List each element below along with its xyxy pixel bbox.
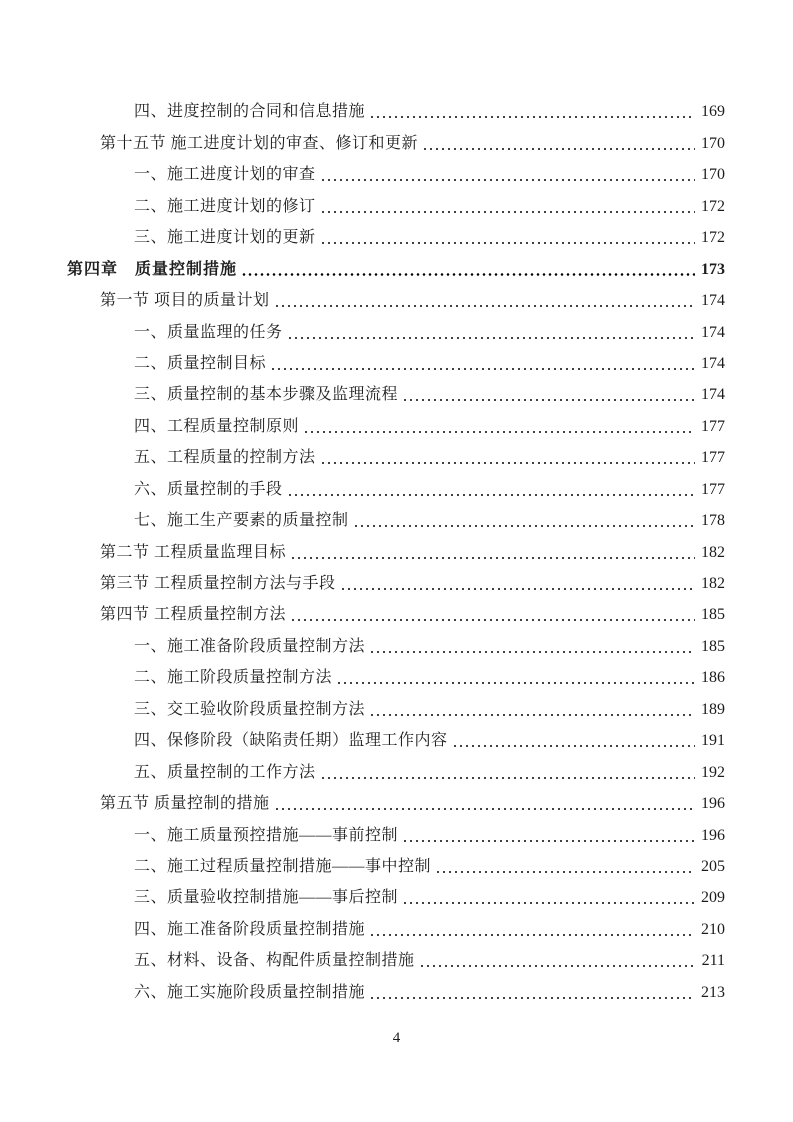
toc-entry-page: 177 bbox=[701, 449, 725, 467]
dot-leader bbox=[320, 178, 695, 182]
toc-entry-2[interactable] bbox=[0, 157, 793, 188]
dot-leader bbox=[402, 398, 695, 402]
toc-entry-label: 四、保修阶段（缺陷责任期）监理工作内容 bbox=[134, 732, 448, 750]
toc-entry-page: 182 bbox=[701, 543, 725, 561]
toc-entry-label: 一、施工质量预控措施——事前控制 bbox=[134, 826, 399, 844]
dot-leader bbox=[290, 618, 695, 622]
toc-entry-label: 二、质量控制目标 bbox=[134, 354, 267, 372]
toc-entry-page: 210 bbox=[701, 920, 725, 938]
toc-entry-label: 四、施工准备阶段质量控制措施 bbox=[134, 920, 366, 938]
toc-entry-label: 三、质量验收控制措施——事后控制 bbox=[134, 889, 399, 907]
toc-entry-label: 第一节 项目的质量计划 bbox=[100, 292, 270, 310]
toc-entry-6[interactable] bbox=[0, 283, 793, 314]
dot-leader bbox=[320, 210, 695, 214]
toc-entry-page: 191 bbox=[701, 732, 725, 750]
toc-entry-12[interactable] bbox=[0, 471, 793, 502]
toc-entry-page: 211 bbox=[701, 952, 725, 970]
dot-leader bbox=[369, 933, 695, 937]
toc-entry-page: 177 bbox=[701, 417, 725, 435]
toc-entry-page: 170 bbox=[701, 166, 725, 184]
toc-entry-28[interactable] bbox=[0, 974, 793, 1005]
dot-leader bbox=[369, 650, 695, 654]
dot-leader bbox=[241, 272, 695, 277]
toc-entry-page: 185 bbox=[701, 637, 725, 655]
table-of-contents bbox=[0, 94, 793, 1006]
toc-entry-page: 178 bbox=[701, 512, 725, 530]
dot-leader bbox=[290, 556, 695, 560]
dot-leader bbox=[369, 115, 695, 119]
toc-entry-27[interactable] bbox=[0, 943, 793, 974]
toc-entry-23[interactable] bbox=[0, 817, 793, 848]
toc-entry-label: 第三节 工程质量控制方法与手段 bbox=[100, 575, 336, 592]
toc-entry-label: 第四章 质量控制措施 bbox=[67, 260, 238, 278]
dot-leader bbox=[419, 964, 696, 968]
toc-entry-label: 七、施工生产要素的质量控制 bbox=[134, 512, 349, 530]
toc-entry-label: 第四节 工程质量控制方法 bbox=[100, 606, 287, 624]
toc-entry-page: 172 bbox=[701, 229, 725, 247]
toc-entry-label: 三、施工进度计划的更新 bbox=[134, 229, 316, 247]
toc-entry-label: 二、施工阶段质量控制方法 bbox=[134, 669, 333, 687]
toc-entry-label: 第二节 工程质量监理目标 bbox=[100, 543, 287, 561]
toc-entry-page: 192 bbox=[701, 763, 725, 781]
toc-entry-page: 174 bbox=[701, 292, 725, 310]
dot-leader bbox=[274, 807, 695, 811]
toc-entry-page: 174 bbox=[701, 323, 725, 341]
toc-entry-label: 三、交工验收阶段质量控制方法 bbox=[134, 700, 366, 718]
toc-entry-page: 189 bbox=[701, 700, 725, 718]
toc-entry-13[interactable] bbox=[0, 503, 793, 534]
page-number: 4 bbox=[392, 1030, 401, 1046]
toc-entry-10[interactable] bbox=[0, 408, 793, 439]
toc-entry-3[interactable] bbox=[0, 188, 793, 219]
toc-entry-16[interactable] bbox=[0, 597, 793, 628]
toc-entry-page: 205 bbox=[701, 857, 725, 875]
toc-entry-label: 六、施工实施阶段质量控制措施 bbox=[134, 983, 366, 1001]
toc-entry-8[interactable] bbox=[0, 346, 793, 377]
dot-leader bbox=[287, 493, 695, 497]
toc-entry-page: 213 bbox=[701, 983, 725, 1001]
toc-entry-label: 一、施工进度计划的审查 bbox=[134, 166, 316, 184]
toc-entry-label: 二、施工进度计划的修订 bbox=[134, 197, 316, 215]
toc-entry-label: 五、工程质量的控制方法 bbox=[134, 449, 316, 467]
dot-leader bbox=[320, 776, 695, 780]
toc-entry-1[interactable] bbox=[0, 125, 793, 156]
toc-entry-label: 第五节 质量控制的措施 bbox=[100, 795, 270, 813]
toc-entry-label: 六、质量控制的手段 bbox=[134, 480, 283, 498]
toc-entry-9[interactable] bbox=[0, 377, 793, 408]
dot-leader bbox=[320, 241, 695, 245]
toc-entry-15[interactable] bbox=[0, 566, 793, 597]
toc-entry-label: 四、进度控制的合同和信息措施 bbox=[134, 103, 366, 121]
toc-entry-0[interactable] bbox=[0, 94, 793, 125]
dot-leader bbox=[452, 744, 695, 748]
dot-leader bbox=[336, 681, 695, 685]
toc-entry-page: 174 bbox=[701, 354, 725, 372]
toc-entry-page: 173 bbox=[701, 260, 725, 278]
toc-entry-19[interactable] bbox=[0, 691, 793, 722]
toc-entry-page: 186 bbox=[701, 669, 725, 687]
dot-leader bbox=[402, 901, 695, 905]
toc-entry-label: 五、材料、设备、构配件质量控制措施 bbox=[134, 952, 415, 970]
dot-leader bbox=[435, 870, 695, 874]
toc-entry-page: 182 bbox=[701, 575, 725, 592]
dot-leader bbox=[353, 524, 695, 528]
toc-entry-label: 五、质量控制的工作方法 bbox=[134, 763, 316, 781]
dot-leader bbox=[274, 304, 695, 308]
dot-leader bbox=[303, 430, 695, 434]
toc-entry-14[interactable] bbox=[0, 534, 793, 565]
dot-leader bbox=[402, 839, 695, 843]
dot-leader bbox=[287, 336, 695, 340]
toc-entry-label: 二、施工过程质量控制措施——事中控制 bbox=[134, 857, 432, 875]
toc-entry-label: 一、质量监理的任务 bbox=[134, 323, 283, 341]
dot-leader bbox=[270, 367, 695, 371]
toc-entry-24[interactable] bbox=[0, 849, 793, 880]
toc-entry-label: 三、质量控制的基本步骤及监理流程 bbox=[134, 386, 399, 404]
dot-leader bbox=[320, 461, 695, 465]
toc-entry-page: 170 bbox=[701, 134, 725, 152]
dot-leader bbox=[340, 587, 695, 591]
toc-entry-page: 174 bbox=[701, 386, 725, 404]
toc-entry-18[interactable] bbox=[0, 660, 793, 691]
toc-entry-page: 172 bbox=[701, 197, 725, 215]
toc-entry-11[interactable] bbox=[0, 440, 793, 471]
toc-entry-17[interactable] bbox=[0, 628, 793, 659]
toc-entry-4[interactable] bbox=[0, 220, 793, 251]
toc-entry-5[interactable] bbox=[0, 251, 793, 282]
toc-entry-25[interactable] bbox=[0, 880, 793, 911]
toc-entry-page: 185 bbox=[701, 606, 725, 624]
toc-entry-7[interactable] bbox=[0, 314, 793, 345]
dot-leader bbox=[422, 147, 695, 151]
toc-entry-21[interactable] bbox=[0, 754, 793, 785]
dot-leader bbox=[369, 996, 695, 1000]
toc-entry-label: 四、工程质量控制原则 bbox=[134, 417, 300, 435]
toc-entry-page: 177 bbox=[701, 480, 725, 498]
toc-entry-label: 第十五节 施工进度计划的审查、修订和更新 bbox=[100, 134, 419, 152]
toc-entry-22[interactable] bbox=[0, 786, 793, 817]
toc-entry-page: 209 bbox=[701, 889, 725, 907]
toc-entry-page: 196 bbox=[701, 826, 725, 844]
toc-entry-page: 169 bbox=[701, 103, 725, 121]
toc-entry-page: 196 bbox=[701, 795, 725, 813]
toc-entry-26[interactable] bbox=[0, 911, 793, 942]
toc-entry-20[interactable] bbox=[0, 723, 793, 754]
dot-leader bbox=[369, 713, 695, 717]
toc-entry-label: 一、施工准备阶段质量控制方法 bbox=[134, 637, 366, 655]
